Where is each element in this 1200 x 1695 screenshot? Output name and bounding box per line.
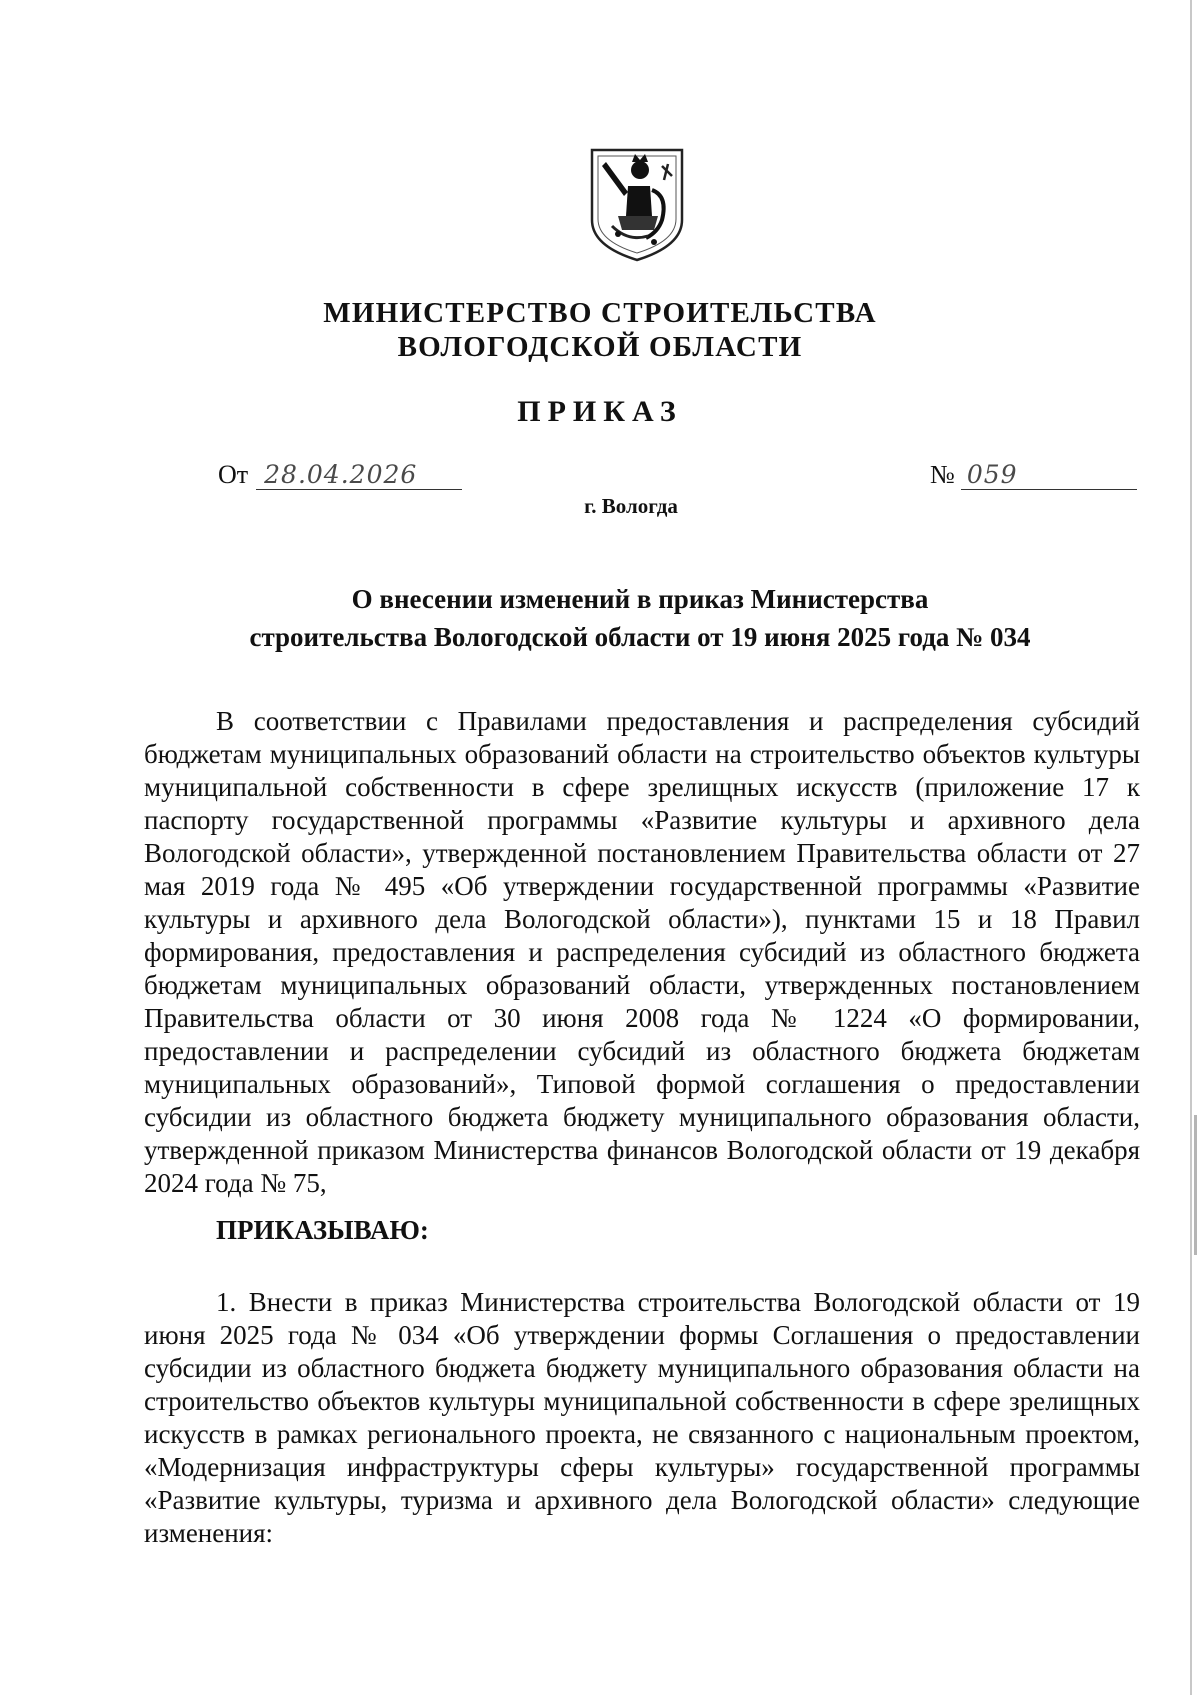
document-type-title: ПРИКАЗ — [517, 395, 683, 428]
subject-line2: строительства Вологодской области от 19 июня 2025 года № 034 — [249, 622, 1031, 652]
date-value: 28.04.2026 — [256, 461, 462, 490]
clause-1-paragraph: 1. Внести в приказ Министерства строительства Вологодской области от 19 июня 2025 года № 034 «Об утверждении формы Соглашения о предоставлении субсидии из областного бюджета бюджету муниципального образования области на строительство объектов культуры муниципальной собственности в сфере зрелищных искусств в рамках регионального проекта, не связанного с национальным проектом, «Модернизация инфраструктуры сферы культуры» государственной программы «Развитие культуры, туризма и архивного дела Вологодской области» следующие изменения: — [144, 1287, 1140, 1548]
number-value: 059 — [961, 461, 1137, 490]
ministry-name-line2: ВОЛОГОДСКОЙ ОБЛАСТИ — [397, 331, 803, 363]
ministry-name-line1: МИНИСТЕРСТВО СТРОИТЕЛЬСТВА — [323, 297, 877, 329]
order-heading: ПРИКАЗЫВАЮ: — [216, 1215, 429, 1245]
preamble-paragraph: В соответствии с Правилами предоставления и распределения субсидий бюджетам муниципальных образований области на строительство объектов культуры муниципальной собственности в сфере зрелищных искусств (приложение 17 к паспорту государственной программы «Развитие культуры и архивного дела Вологодской области», утвержденной постановлением Правительства области от 27 мая 2019 года № 495 «Об утверждении государственной программы «Развитие культуры и архивного дела Вологодской области»), пунктами 15 и 18 Правил формирования, предоставления и распределения субсидий из областного бюджета бюджетам муниципальных образований области, утвержденных постановлением Правительства области от 30 июня 2008 года № 1224 «О формировании, предоставлении и распределении субсидий из областного бюджета бюджетам муниципальных образований», Типовой формой соглашения о предоставлении субсидии из областного бюджета бюджету муниципального образования области, утвержденной приказом Министерства финансов Вологодской области от 19 декабря 2024 года № 75, — [144, 706, 1140, 1198]
subject-line1: О внесении изменений в приказ Министерства — [351, 584, 929, 614]
coat-of-arms-emblem — [588, 146, 686, 264]
document-subject — [140, 580, 1140, 656]
page-edge-mark — [1194, 1115, 1197, 1255]
date-prefix: От — [218, 460, 249, 489]
date-row — [218, 460, 462, 490]
ministry-name — [0, 296, 1200, 364]
number-row — [930, 460, 1137, 490]
page-edge-line — [1190, 0, 1192, 1695]
number-prefix: № — [930, 460, 955, 489]
city-label: г. Вологда — [584, 494, 678, 518]
